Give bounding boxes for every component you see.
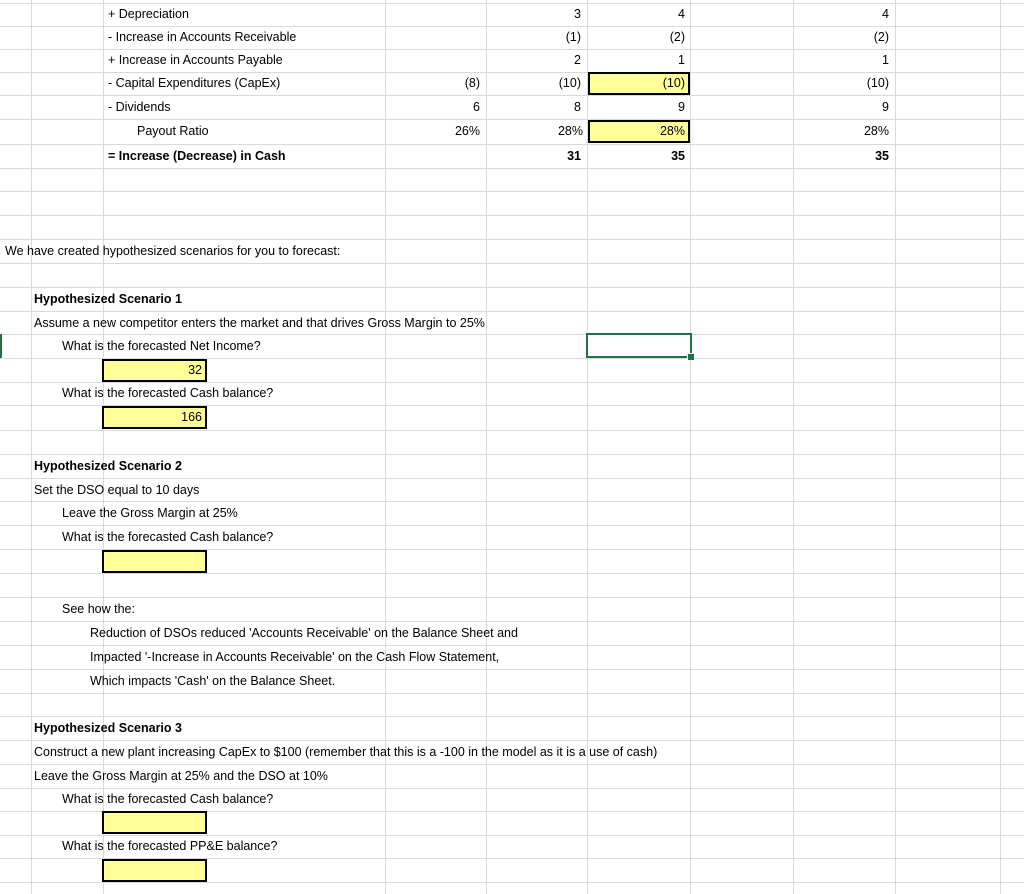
cell-increase-ap-c3[interactable]: 1 (678, 53, 685, 67)
scenario1-answer-net-income[interactable]: 32 (102, 359, 207, 382)
scenario2-leave[interactable]: Leave the Gross Margin at 25% (62, 506, 238, 520)
scenario2-q1[interactable]: What is the forecasted Cash balance? (62, 530, 274, 544)
cell-dividends-c4[interactable]: 9 (882, 100, 889, 114)
cell-increase-ar-c2[interactable]: (1) (565, 30, 581, 44)
cell-increase-ar-c4[interactable]: (2) (873, 30, 889, 44)
see-how-line3[interactable]: Which impacts 'Cash' on the Balance Sheet. (90, 674, 336, 688)
cell-increase-cash-c4[interactable]: 35 (875, 149, 889, 163)
cell-payout-ratio-c2[interactable]: 28% (557, 124, 583, 138)
label-increase-ar[interactable]: - Increase in Accounts Receivable (108, 30, 297, 44)
cell-increase-ar-c3[interactable]: (2) (669, 30, 685, 44)
cell-increase-cash-c2[interactable]: 31 (567, 149, 581, 163)
scenario1-desc[interactable]: Assume a new competitor enters the market and that drives Gross Margin to 25% (34, 316, 485, 330)
scenario2-title[interactable]: Hypothesized Scenario 2 (34, 459, 182, 473)
cell-payout-ratio-c1[interactable]: 26% (454, 124, 480, 138)
label-payout-ratio[interactable]: Payout Ratio (137, 124, 209, 138)
selected-cell[interactable] (586, 333, 692, 358)
cell-dividends-c2[interactable]: 8 (574, 100, 581, 114)
scenario3-q2[interactable]: What is the forecasted PP&E balance? (62, 839, 278, 853)
cell-capex-c2[interactable]: (10) (558, 76, 581, 90)
cell-capex-c3[interactable]: (10) (588, 72, 690, 95)
cell-capex-c1[interactable]: (8) (464, 76, 480, 90)
cell-increase-ap-c2[interactable]: 2 (574, 53, 581, 67)
scenario1-q1[interactable]: What is the forecasted Net Income? (62, 339, 261, 353)
label-depreciation[interactable]: + Depreciation (108, 7, 189, 21)
scenario3-leave[interactable]: Leave the Gross Margin at 25% and the DSO at 10% (34, 769, 328, 783)
label-capex[interactable]: - Capital Expenditures (CapEx) (108, 76, 281, 90)
fill-handle[interactable] (687, 353, 695, 361)
scenario1-answer-cash[interactable]: 166 (102, 406, 207, 429)
scenario2-answer-cash[interactable] (102, 550, 207, 573)
scenario3-desc[interactable]: Construct a new plant increasing CapEx to $100 (remember that this is a -100 in the model as it is a use of cash) (34, 745, 658, 759)
cell-increase-cash-c3[interactable]: 35 (671, 149, 685, 163)
scenarios-intro[interactable]: We have created hypothesized scenarios for you to forecast: (5, 244, 341, 258)
scenario3-q1[interactable]: What is the forecasted Cash balance? (62, 792, 274, 806)
cell-payout-ratio-c3[interactable]: 28% (588, 120, 690, 143)
label-dividends[interactable]: - Dividends (108, 100, 171, 114)
see-how-line2[interactable]: Impacted '-Increase in Accounts Receivable' on the Cash Flow Statement, (90, 650, 500, 664)
label-increase-ap[interactable]: + Increase in Accounts Payable (108, 53, 283, 67)
scenario3-answer-cash[interactable] (102, 811, 207, 834)
cell-payout-ratio-c4[interactable]: 28% (863, 124, 889, 138)
scenario1-title[interactable]: Hypothesized Scenario 1 (34, 292, 182, 306)
scenario1-q2[interactable]: What is the forecasted Cash balance? (62, 386, 274, 400)
see-how-intro[interactable]: See how the: (62, 602, 135, 616)
cell-depreciation-c2[interactable]: 3 (574, 7, 581, 21)
scenario2-desc[interactable]: Set the DSO equal to 10 days (34, 483, 200, 497)
cell-capex-c4[interactable]: (10) (866, 76, 889, 90)
cell-depreciation-c3[interactable]: 4 (678, 7, 685, 21)
scenario3-title[interactable]: Hypothesized Scenario 3 (34, 721, 182, 735)
label-increase-cash[interactable]: = Increase (Decrease) in Cash (108, 149, 286, 163)
cell-dividends-c1[interactable]: 6 (473, 100, 480, 114)
scenario3-answer-ppe[interactable] (102, 859, 207, 882)
cell-depreciation-c4[interactable]: 4 (882, 7, 889, 21)
cell-dividends-c3[interactable]: 9 (678, 100, 685, 114)
see-how-line1[interactable]: Reduction of DSOs reduced 'Accounts Receivable' on the Balance Sheet and (90, 626, 518, 640)
active-row-marker (0, 334, 2, 358)
cell-increase-ap-c4[interactable]: 1 (882, 53, 889, 67)
